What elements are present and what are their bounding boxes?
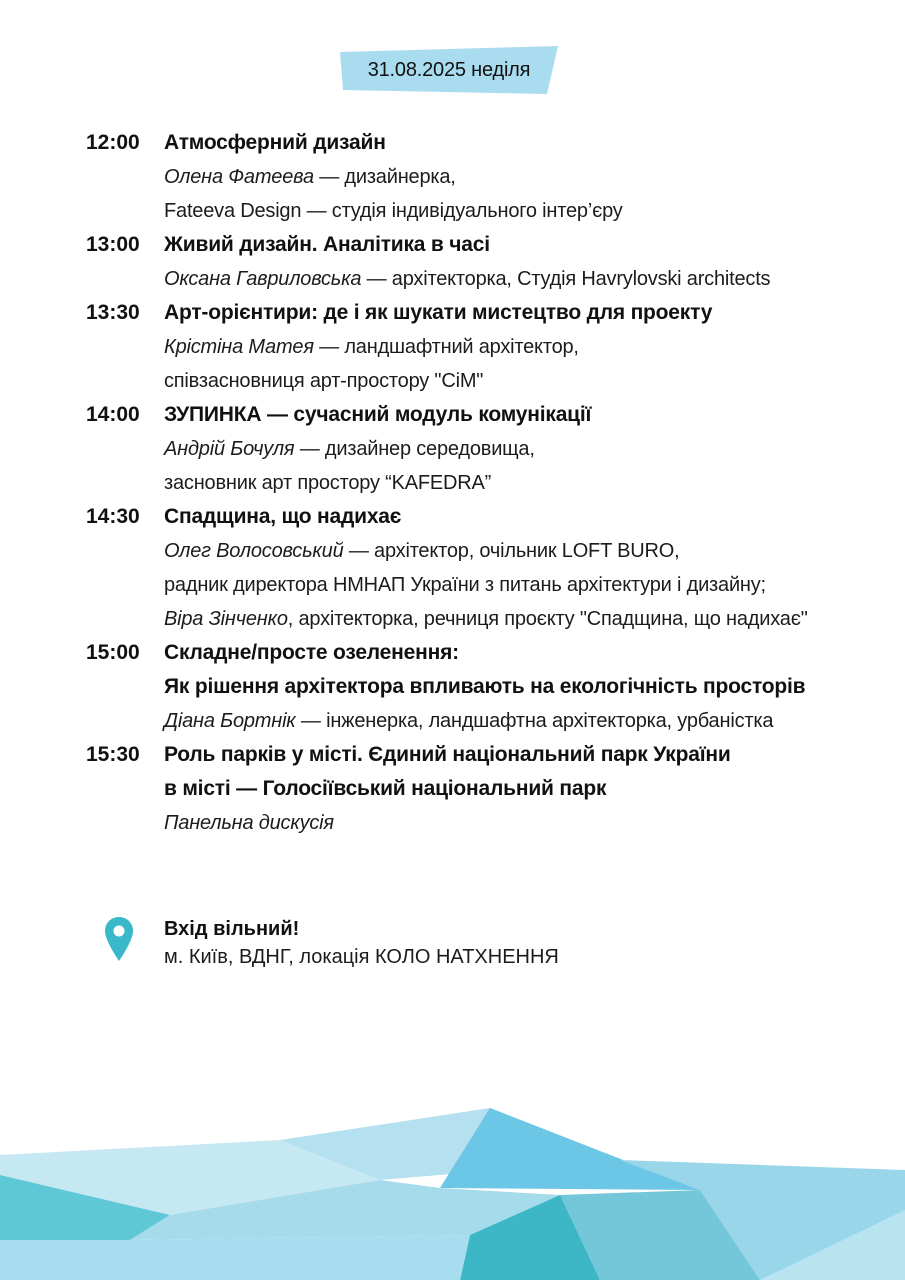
speaker-role: — дизайнерка,	[313, 166, 456, 188]
date-label: 31.08.2025 неділя	[367, 58, 531, 81]
session-title: ЗУПИНКА — сучасний модуль комунікації	[164, 403, 592, 426]
speaker-name: Олена Фатеева	[164, 166, 314, 188]
session-time: 14:00	[86, 403, 140, 426]
location-pin-icon	[104, 916, 134, 962]
session-time: 13:30	[86, 301, 140, 324]
speaker-name: Олег Волосовський	[164, 540, 344, 562]
session-title: Атмосферний дизайн	[164, 131, 386, 154]
session-speaker-line	[164, 194, 623, 228]
session-speaker-line	[164, 806, 334, 840]
session-speaker-line	[164, 432, 535, 466]
speaker-role: Fateeva Design — студія індивідуального інтер’єру	[164, 200, 623, 222]
session-time: 13:00	[86, 233, 140, 256]
session-speaker-line	[164, 534, 679, 568]
speaker-name: Панельна дискусія	[164, 812, 334, 834]
session-title: Спадщина, що надихає	[164, 505, 402, 528]
date-banner	[340, 46, 558, 94]
speaker-role: — інженерка, ландшафтна архітекторка, урбаністка	[295, 710, 774, 732]
speaker-name: Оксана Гавриловська	[164, 268, 362, 290]
session-time: 12:00	[86, 131, 140, 154]
session-time: 15:30	[86, 743, 140, 766]
session-speaker-line	[164, 704, 773, 738]
speaker-role: радник директора НМНАП України з питань архітектури і дизайну;	[164, 574, 766, 596]
session-speaker-line	[164, 568, 766, 602]
speaker-name: Крістіна Матея	[164, 336, 314, 358]
speaker-role: — архітектор, очільник LOFT BURO,	[343, 540, 680, 562]
session-speaker-line	[164, 602, 808, 636]
speaker-name: Андрій Бочуля	[164, 438, 295, 460]
session-speaker-line	[164, 364, 483, 398]
session-title: Складне/просте озеленення:	[164, 641, 459, 664]
speaker-role: — архітекторка, Студія Havrylovski architects	[361, 268, 771, 290]
session-title: Роль парків у місті. Єдиний національний парк України	[164, 743, 731, 766]
speaker-role: співзасновниця арт-простору "СіМ"	[164, 370, 484, 392]
speaker-role: засновник арт простору “KAFEDRA”	[164, 472, 492, 494]
location-label: м. Київ, ВДНГ, локація КОЛО НАТХНЕННЯ	[164, 946, 559, 968]
session-title-continued: в місті — Голосіївський національний парк	[164, 777, 607, 800]
session-speaker-line	[164, 160, 456, 194]
session-speaker-line	[164, 262, 770, 296]
speaker-role: — ландшафтний архітектор,	[313, 336, 579, 358]
speaker-role: — дизайнер середовища,	[294, 438, 535, 460]
free-entry-label: Вхід вільний!	[164, 918, 300, 940]
session-title: Живий дизайн. Аналітика в часі	[164, 233, 490, 256]
session-speaker-line	[164, 466, 491, 500]
session-title: Арт-орієнтири: де і як шукати мистецтво для проекту	[164, 301, 713, 324]
speaker-name: Віра Зінченко	[164, 608, 288, 630]
footer-decoration	[0, 1100, 905, 1280]
speaker-name: Діана Бортнік	[164, 710, 296, 732]
session-time: 14:30	[86, 505, 140, 528]
session-title-continued: Як рішення архітектора впливають на екологічність просторів	[164, 675, 806, 698]
session-speaker-line	[164, 330, 579, 364]
speaker-role: , архітекторка, речниця проєкту "Спадщина, що надихає"	[287, 608, 808, 630]
session-time: 15:00	[86, 641, 140, 664]
